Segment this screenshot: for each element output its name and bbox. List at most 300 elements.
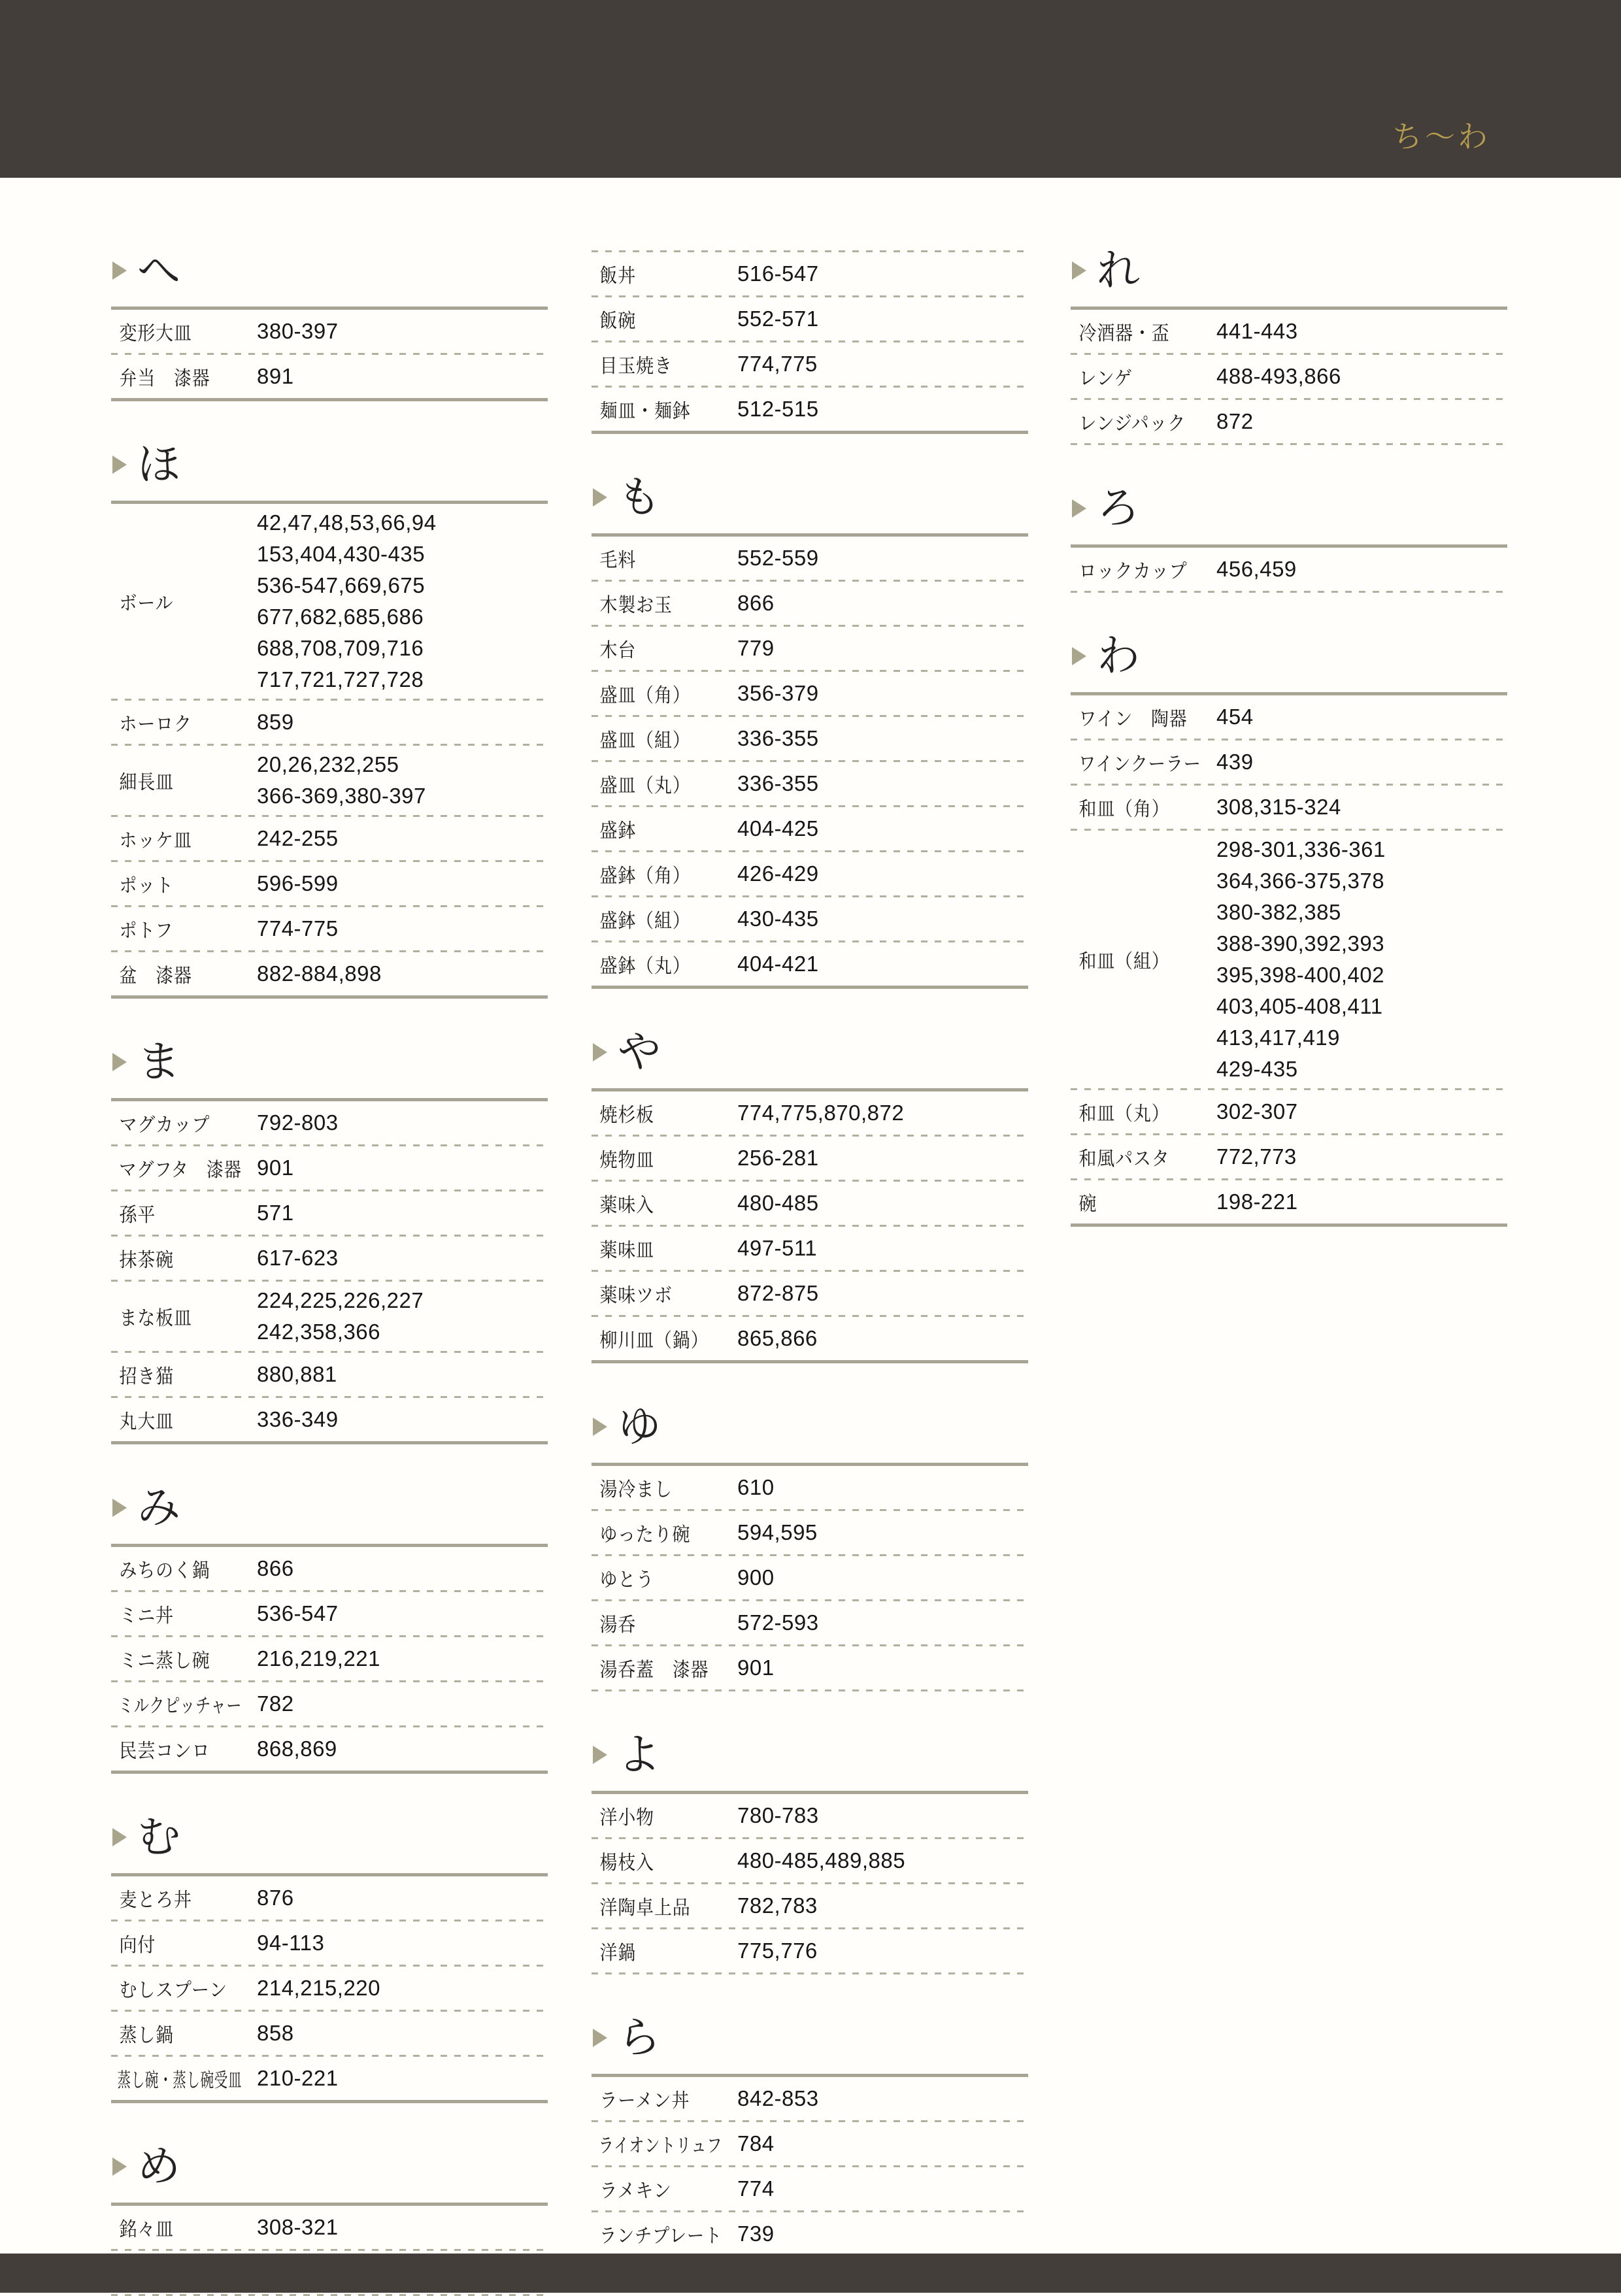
page-line: 596-599 <box>257 871 339 895</box>
entry-pages <box>737 2173 1028 2204</box>
entry-name: 細長皿 <box>119 772 174 793</box>
entry-name: むしスプーン <box>119 1980 228 2001</box>
section-end-rule <box>1071 591 1507 593</box>
section-end-rule <box>111 1771 548 1774</box>
page-line: 872 <box>1216 409 1254 433</box>
entry-row <box>592 1227 1028 1270</box>
entry-pages <box>737 768 1028 799</box>
entry-row <box>111 1101 548 1144</box>
section-kana: む <box>137 1812 180 1862</box>
page-line: 224,225,226,227 <box>257 1288 424 1312</box>
entry-pages <box>737 1845 1028 1876</box>
entry-name: ホーロク <box>119 714 192 735</box>
page-line: 426-429 <box>737 861 819 886</box>
entry-row <box>592 1182 1028 1225</box>
entry-row <box>592 342 1028 386</box>
entry-pages <box>257 1242 548 1274</box>
entry-name: 薬味皿 <box>599 1240 654 1261</box>
entry-row <box>592 297 1028 341</box>
entry-name: 向付 <box>119 1935 156 1956</box>
index-section <box>111 1037 548 1444</box>
page-line: 413,417,419 <box>1216 1025 1341 1050</box>
entry-pages <box>257 749 548 812</box>
entry-pages <box>737 948 1028 980</box>
page-line: 153,404,430-435 <box>257 542 426 566</box>
entry-row <box>592 672 1028 715</box>
page-line: 480-485,489,885 <box>737 1848 906 1872</box>
section-end-rule <box>592 1360 1028 1363</box>
entry-name: 薬味入 <box>599 1195 654 1216</box>
page-line: 594,595 <box>737 1520 818 1544</box>
entry-row <box>592 2212 1028 2255</box>
entry-name: 湯呑蓋 漆器 <box>599 1659 709 1681</box>
page-line: 782 <box>257 1691 294 1716</box>
entry-row <box>111 862 548 905</box>
page-line: 404-425 <box>737 816 819 840</box>
entry-row <box>592 1556 1028 1599</box>
entry-name: 蒸し鍋 <box>119 2025 174 2046</box>
entry-row <box>111 1547 548 1590</box>
entry-pages <box>737 303 1028 335</box>
entry-pages <box>737 1278 1028 1309</box>
section-marker-icon <box>593 2029 607 2047</box>
page-line: 308-321 <box>257 2215 339 2239</box>
entry-name: 麺皿・麺鉢 <box>599 401 691 422</box>
page-line: 774 <box>737 2176 775 2201</box>
page-line: 779 <box>737 636 775 660</box>
entry-name: 銘々皿 <box>119 2219 174 2240</box>
section-marker-icon <box>593 488 607 507</box>
page-line: 430-435 <box>737 907 819 931</box>
page-line: 302-307 <box>1216 1099 1298 1123</box>
index-section <box>111 439 548 999</box>
page-line: 677,682,685,686 <box>257 605 424 629</box>
section-marker-icon <box>112 1053 127 1071</box>
page-line: 388-390,392,393 <box>1216 931 1385 956</box>
index-section <box>592 2012 1028 2259</box>
entry-pages <box>1216 834 1507 1085</box>
entry-name: 丸大皿 <box>119 1411 174 1433</box>
section-kana: ゆ <box>618 1401 661 1452</box>
page-line: 891 <box>257 364 294 388</box>
index-section <box>592 1729 1028 1974</box>
entry-row <box>592 762 1028 805</box>
section-header <box>1072 483 1507 534</box>
entry-pages <box>257 958 548 990</box>
entry-name: ボール <box>119 593 174 614</box>
entry-pages <box>257 2212 548 2243</box>
page-line: 380-397 <box>257 319 339 343</box>
page-line: 866 <box>737 591 775 615</box>
entry-name: 洋鍋 <box>599 1942 637 1964</box>
entry-row <box>592 2122 1028 2165</box>
entry-pages <box>1216 316 1507 347</box>
entry-name: 盆 漆器 <box>119 965 192 987</box>
section-header <box>112 2141 548 2192</box>
entry-row <box>111 355 548 398</box>
index-section <box>1071 483 1507 593</box>
entry-row <box>111 746 548 815</box>
section-end-rule <box>111 995 548 999</box>
entry-pages <box>1216 1096 1507 1127</box>
section-header <box>593 1729 1028 1780</box>
entry-name: 湯冷まし <box>599 1479 673 1501</box>
page-line: 571 <box>257 1201 294 1225</box>
section-header <box>112 1482 548 1533</box>
entry-name: ホッケ皿 <box>119 830 192 852</box>
entry-name: 麦とろ丼 <box>119 1889 192 1911</box>
entry-name: みちのく鍋 <box>119 1560 210 1582</box>
entry-pages <box>257 707 548 738</box>
section-header <box>112 1037 548 1088</box>
entry-pages <box>737 633 1028 664</box>
page-line: 882-884,898 <box>257 961 382 986</box>
entry-row <box>592 1272 1028 1315</box>
section-marker-icon <box>112 261 127 280</box>
entry-row <box>1071 548 1507 591</box>
page-line: 552-559 <box>737 546 819 570</box>
entry-pages <box>257 1404 548 1435</box>
entry-name: ワイン 陶器 <box>1078 708 1188 730</box>
section-marker-icon <box>1072 261 1086 280</box>
index-section <box>1071 631 1507 1227</box>
section-header <box>593 1401 1028 1452</box>
entry-pages <box>737 1188 1028 1219</box>
entry-pages <box>1216 1141 1507 1173</box>
page-line: 454 <box>1216 705 1254 729</box>
entry-row <box>111 2057 548 2100</box>
entry-row <box>592 1091 1028 1135</box>
page-line: 308,315-324 <box>1216 795 1341 819</box>
page-line: 336-349 <box>257 1407 339 1431</box>
entry-row <box>592 252 1028 295</box>
entry-name: 蒸し碗・蒸し碗受皿 <box>117 2070 242 2091</box>
entry-row <box>592 897 1028 940</box>
page-line: 552-571 <box>737 307 819 331</box>
section-end-rule <box>111 1441 548 1444</box>
entry-pages <box>257 1733 548 1765</box>
entry-pages <box>737 348 1028 380</box>
section-marker-icon <box>112 456 127 474</box>
page-line: 610 <box>737 1475 775 1499</box>
entry-pages <box>257 1553 548 1584</box>
entry-pages <box>1216 701 1507 733</box>
entry-name: 楊枝入 <box>599 1852 654 1874</box>
entry-name: 冷酒器・盃 <box>1078 323 1170 344</box>
entry-name: 目玉焼き <box>599 356 673 377</box>
entry-pages <box>257 1688 548 1720</box>
entry-name: 盛鉢（角） <box>599 865 691 887</box>
page-line: 782,783 <box>737 1893 818 1918</box>
entry-row <box>1071 355 1507 398</box>
section-kana: め <box>137 2141 180 2191</box>
entry-row <box>1071 1135 1507 1178</box>
entry-row <box>111 1876 548 1920</box>
entry-name: 盛鉢 <box>599 820 637 842</box>
page-line: 901 <box>257 1156 294 1180</box>
entry-row <box>111 907 548 950</box>
entry-pages <box>1216 791 1507 823</box>
section-marker-icon <box>593 1043 607 1061</box>
entry-name: ワインクーラー <box>1078 754 1201 775</box>
entry-row <box>592 717 1028 760</box>
index-section <box>592 1401 1028 1691</box>
entry-pages <box>737 1097 1028 1129</box>
entry-pages <box>737 723 1028 754</box>
entry-pages <box>737 1652 1028 1684</box>
entry-name: マグフタ 漆器 <box>119 1159 242 1181</box>
entry-pages <box>737 858 1028 890</box>
section-end-rule <box>592 1689 1028 1691</box>
top-banner <box>0 0 1621 178</box>
index-section <box>592 472 1028 989</box>
page-line: 774-775 <box>257 916 339 940</box>
page-line: 775,776 <box>737 1938 818 1963</box>
page-line: 901 <box>737 1655 775 1680</box>
entry-name: ミルクピッチャー <box>118 1695 242 1717</box>
entry-name: 招き猫 <box>119 1366 174 1388</box>
section-header <box>112 245 548 296</box>
entry-name: ポトフ <box>119 920 174 942</box>
page-line: 480-485 <box>737 1191 819 1215</box>
entry-pages <box>257 1972 548 2004</box>
page-line: 792-803 <box>257 1110 339 1135</box>
entry-row <box>111 701 548 744</box>
entry-row <box>1071 310 1507 353</box>
entry-row <box>592 388 1028 431</box>
entry-name: 薬味ツボ <box>599 1285 673 1306</box>
page-line: 256-281 <box>737 1146 819 1170</box>
entry-pages <box>737 393 1028 425</box>
entry-row <box>592 1317 1028 1360</box>
entry-row <box>592 1794 1028 1837</box>
entry-name: 飯碗 <box>599 310 637 332</box>
page-line: 380-382,385 <box>1216 900 1341 924</box>
section-marker-icon <box>1072 647 1086 665</box>
entry-pages <box>257 2063 548 2094</box>
entry-pages <box>257 1107 548 1139</box>
page-line: 572-593 <box>737 1610 819 1635</box>
entry-row <box>111 1398 548 1441</box>
page-line: 784 <box>737 2131 775 2155</box>
entry-row <box>592 2077 1028 2120</box>
entry-name: 和皿（角） <box>1078 799 1170 820</box>
entry-pages <box>257 1882 548 1914</box>
section-kana: や <box>618 1027 661 1077</box>
entry-name: ラーメン丼 <box>599 2090 690 2112</box>
entry-pages <box>257 1197 548 1229</box>
entry-name: マグカップ <box>119 1114 210 1136</box>
entry-row <box>1071 695 1507 739</box>
section-marker-icon <box>112 1828 127 1846</box>
section-kana: も <box>618 472 661 522</box>
entry-pages <box>257 1285 548 1348</box>
page-line: 456,459 <box>1216 557 1297 581</box>
entry-name: 盛皿（角） <box>599 685 691 707</box>
entry-row <box>592 852 1028 895</box>
entry-pages <box>737 2218 1028 2250</box>
entry-name: まな板皿 <box>119 1308 192 1329</box>
section-header <box>112 439 548 490</box>
entry-pages <box>737 1517 1028 1548</box>
entry-name: 変形大皿 <box>119 323 192 344</box>
index-column-1 <box>111 245 548 2296</box>
entry-row <box>111 1191 548 1235</box>
page-line: 774,775 <box>737 352 818 376</box>
index-section <box>592 1027 1028 1363</box>
entry-name: 孫平 <box>119 1205 156 1226</box>
entry-name: 民芸コンロ <box>119 1740 210 1762</box>
entry-name: レンゲ <box>1078 368 1133 390</box>
page-line: 242,358,366 <box>257 1320 381 1344</box>
index-column-3 <box>1071 245 1507 1227</box>
entry-pages <box>257 1643 548 1674</box>
section-marker-icon <box>593 1746 607 1764</box>
entry-row <box>111 1967 548 2010</box>
entry-pages <box>257 1598 548 1629</box>
entry-row <box>111 817 548 860</box>
section-end-rule <box>592 986 1028 989</box>
page-line: 403,405-408,411 <box>1216 994 1383 1018</box>
page-line: 516-547 <box>737 261 819 286</box>
entry-pages <box>737 1233 1028 1264</box>
entry-name: 盛鉢（組） <box>599 910 691 932</box>
entry-pages <box>737 1607 1028 1639</box>
page-line: 876 <box>257 1886 294 1910</box>
page-line: 298-301,336-361 <box>1216 837 1386 861</box>
page-line: 429-435 <box>1216 1057 1298 1081</box>
entry-name: ミニ丼 <box>119 1605 174 1627</box>
section-end-rule <box>592 1972 1028 1974</box>
section-kana: わ <box>1097 631 1140 681</box>
section-end-rule <box>111 398 548 401</box>
section-marker-icon <box>112 1499 127 1517</box>
index-column-2 <box>592 245 1028 2259</box>
section-kana: み <box>137 1482 180 1533</box>
section-end-rule <box>1071 1223 1507 1227</box>
page-line: 497-511 <box>737 1236 818 1260</box>
entry-name: レンジパック <box>1078 413 1186 435</box>
page-line: 880,881 <box>257 1362 337 1386</box>
entry-row <box>111 504 548 699</box>
section-header <box>112 1812 548 1863</box>
entry-row <box>111 2206 548 2249</box>
entry-pages <box>737 1800 1028 1831</box>
section-kana: ろ <box>1097 483 1140 533</box>
entry-row <box>1071 1180 1507 1223</box>
entry-name: 洋小物 <box>599 1807 654 1829</box>
page-line: 488-493,866 <box>1216 364 1341 388</box>
page-line: 42,47,48,53,66,94 <box>257 510 437 535</box>
index-section <box>1071 245 1507 445</box>
section-header <box>593 472 1028 523</box>
entry-row <box>111 1146 548 1190</box>
entry-row <box>592 1646 1028 1689</box>
entry-name: ロックカップ <box>1078 561 1188 582</box>
entry-pages <box>737 1562 1028 1593</box>
entry-row <box>1071 740 1507 784</box>
entry-row <box>111 1637 548 1680</box>
entry-name: 和皿（組） <box>1078 951 1170 973</box>
entry-pages <box>737 2083 1028 2114</box>
page-line: 366-369,380-397 <box>257 784 426 808</box>
entry-name: 木製お玉 <box>599 595 673 616</box>
entry-pages <box>1216 746 1507 778</box>
page-line: 774,775,870,872 <box>737 1101 905 1125</box>
entry-row <box>111 952 548 995</box>
entry-row <box>1071 786 1507 829</box>
entry-name: ゆとう <box>599 1569 654 1591</box>
entry-pages <box>737 588 1028 619</box>
page-line: 242-255 <box>257 826 339 850</box>
page-line: 336-355 <box>737 771 819 795</box>
page-line: 216,219,221 <box>257 1646 381 1671</box>
entry-row <box>592 1884 1028 1927</box>
entry-row <box>1071 831 1507 1088</box>
page-line: 866 <box>257 1556 294 1580</box>
page-line: 872-875 <box>737 1281 819 1305</box>
entry-pages <box>257 361 548 392</box>
entry-pages <box>257 1927 548 1959</box>
page-line: 617-623 <box>257 1246 339 1270</box>
entry-row <box>592 807 1028 850</box>
entry-name: 弁当 漆器 <box>119 368 210 390</box>
page-line: 842-853 <box>737 2086 819 2110</box>
entry-pages <box>737 1890 1028 1922</box>
entry-name: 抹茶碗 <box>119 1250 174 1271</box>
entry-row <box>1071 400 1507 443</box>
section-marker-icon <box>112 2157 127 2176</box>
entry-pages <box>737 542 1028 574</box>
page-line: 439 <box>1216 750 1254 774</box>
entry-pages <box>737 813 1028 844</box>
entry-name: ミニ蒸し碗 <box>119 1650 210 1672</box>
entry-pages <box>257 913 548 944</box>
entry-name: 盛皿（丸） <box>599 775 691 797</box>
index-section <box>592 250 1028 434</box>
section-kana: ら <box>618 2012 661 2063</box>
entry-row <box>592 942 1028 986</box>
entry-row <box>111 2012 548 2055</box>
section-header <box>593 1027 1028 1078</box>
page-line: 214,215,220 <box>257 1976 381 2000</box>
entry-pages <box>1216 361 1507 392</box>
index-section <box>111 1812 548 2103</box>
page-line: 780-783 <box>737 1803 819 1827</box>
page-line: 739 <box>737 2221 775 2246</box>
entry-name: 洋陶卓上品 <box>599 1897 691 1919</box>
entry-row <box>111 1592 548 1635</box>
entry-name: 湯呑 <box>599 1614 637 1636</box>
entry-pages <box>737 1935 1028 1967</box>
entry-name: 和風パスタ <box>1078 1148 1170 1170</box>
entry-name: 和皿（丸） <box>1078 1103 1170 1125</box>
entry-row <box>111 1682 548 1725</box>
entry-name: 焼物皿 <box>599 1150 654 1171</box>
page-line: 717,721,727,728 <box>257 667 424 691</box>
entry-row <box>592 1511 1028 1554</box>
page-line: 336-355 <box>737 726 819 750</box>
entry-pages <box>257 2018 548 2049</box>
entry-pages <box>257 823 548 854</box>
page-line: 441-443 <box>1216 319 1298 343</box>
entry-row <box>592 1137 1028 1180</box>
section-kana: ま <box>137 1037 180 1087</box>
entry-name: 焼杉板 <box>599 1105 654 1126</box>
entry-pages <box>737 2128 1028 2159</box>
page-line: 536-547,669,675 <box>257 573 426 597</box>
entry-row <box>111 1353 548 1396</box>
